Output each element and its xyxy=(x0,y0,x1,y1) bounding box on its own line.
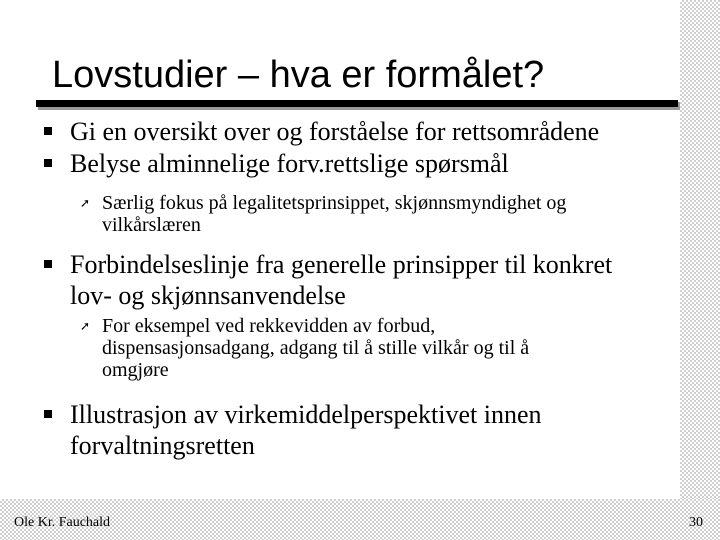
sub-bullet-text xyxy=(102,315,529,381)
sub-bullet-line: For eksempel ved rekkevidden av forbud, xyxy=(102,315,436,337)
bullet-text xyxy=(70,249,612,311)
bullet-line: Forbindelseslinje fra generelle prinsipper til konkret xyxy=(70,250,613,279)
bullet-line: lov- og skjønnsanvendelse xyxy=(70,281,346,310)
arrow-bullet-icon: ➚ xyxy=(80,319,91,333)
bullet-line: forvaltningsretten xyxy=(70,431,255,460)
square-bullet-icon xyxy=(44,159,52,167)
bullet-text xyxy=(70,399,542,461)
bullet-text: Gi en oversikt over og forståelse for rettsområdene xyxy=(70,117,600,146)
bullet-line: Illustrasjon av virkemiddelperspektivet innen xyxy=(70,400,542,429)
title-rule xyxy=(36,100,678,107)
square-bullet-icon xyxy=(44,127,52,135)
sub-bullet-text xyxy=(102,192,566,236)
sub-bullet-line: dispensasjonsadgang, adgang til å stille vilkår og til å xyxy=(102,337,530,359)
bullet-text: Belyse alminnelige forv.rettslige spørsmål xyxy=(70,149,509,178)
arrow-bullet-icon: ➚ xyxy=(80,196,91,210)
footer-author: Ole Kr. Fauchald xyxy=(14,515,111,530)
checkered-side-band xyxy=(680,0,720,540)
page-number: 30 xyxy=(689,515,703,530)
slide-title: Lovstudier – hva er formålet? xyxy=(52,54,545,96)
square-bullet-icon xyxy=(44,260,52,268)
sub-bullet-line: Særlig fokus på legalitetsprinsippet, skjønnsmyndighet og xyxy=(102,192,567,214)
sub-bullet-line: omgjøre xyxy=(102,359,169,381)
square-bullet-icon xyxy=(44,410,52,418)
sub-bullet-line: vilkårslæren xyxy=(102,214,201,236)
